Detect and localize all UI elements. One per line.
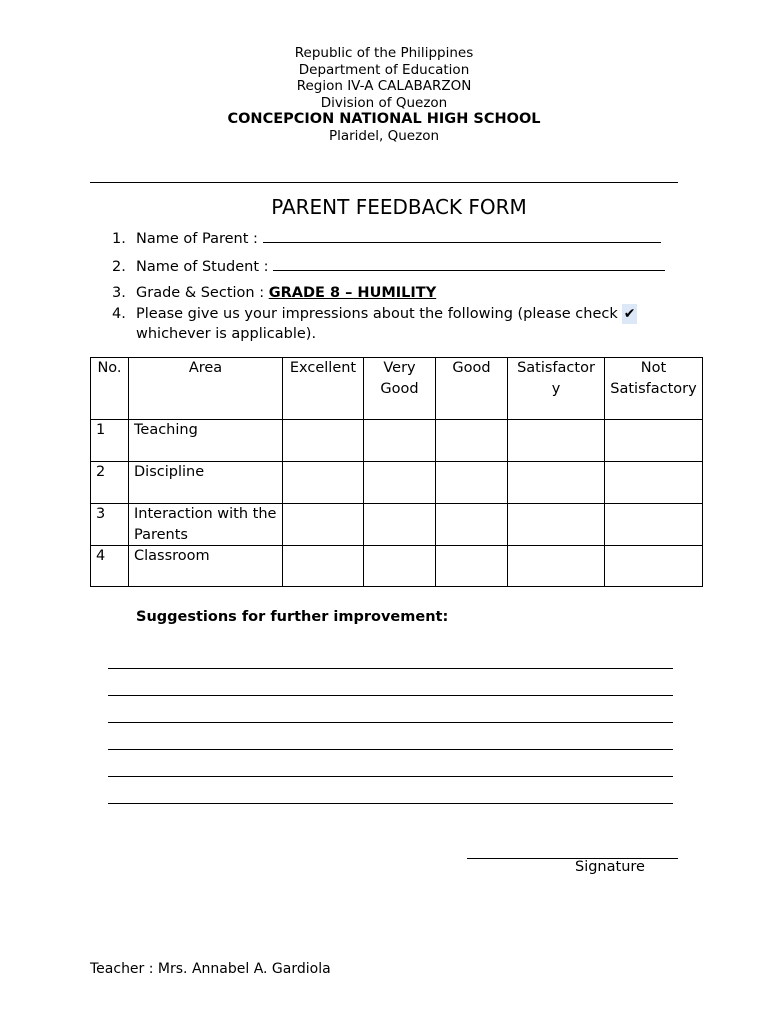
table-header-row [91, 358, 703, 420]
grade-section-label: Grade & Section : [136, 285, 265, 301]
rating-cell[interactable] [605, 546, 703, 587]
rating-cell[interactable] [508, 504, 605, 546]
rating-cell[interactable] [605, 420, 703, 462]
suggestion-line[interactable] [108, 803, 673, 804]
impressions-instruction-cont: whichever is applicable). [136, 326, 317, 342]
row-area: Interaction with the Parents [129, 504, 283, 546]
rating-cell[interactable] [283, 420, 364, 462]
rating-cell[interactable] [508, 546, 605, 587]
header-line: Division of Quezon [320, 94, 448, 111]
rating-cell[interactable] [364, 546, 436, 587]
header-line: Region IV-A CALABARZON [296, 78, 472, 94]
rating-cell[interactable] [283, 546, 364, 587]
rating-cell[interactable] [364, 504, 436, 546]
row-number: 1 [91, 420, 129, 462]
table-row [91, 462, 703, 504]
school-name: CONCEPCION NATIONAL HIGH SCHOOL [227, 111, 541, 127]
column-header-no: No. [91, 358, 129, 420]
item-impressions [112, 304, 637, 344]
rating-cell[interactable] [436, 462, 508, 504]
column-header-not-satisfactory: Not Satisfactory [605, 358, 703, 420]
signature-line[interactable] [467, 858, 678, 859]
student-name-label: Name of Student : [136, 259, 269, 275]
rating-cell[interactable] [436, 504, 508, 546]
suggestion-line[interactable] [108, 668, 673, 669]
item-parent-name [112, 228, 661, 249]
parent-name-label: Name of Parent : [136, 231, 258, 247]
item-number: 4. [112, 306, 126, 322]
rating-cell[interactable] [605, 462, 703, 504]
row-number: 2 [91, 462, 129, 504]
parent-name-field[interactable] [263, 228, 661, 243]
item-number: 3. [112, 285, 126, 301]
impressions-instruction: Please give us your impressions about the following (please check [136, 306, 618, 322]
header-line: Department of Education [298, 61, 470, 78]
checkmark-icon: ✔ [623, 306, 636, 322]
column-header-area: Area [129, 358, 283, 420]
table-row [91, 546, 703, 587]
row-area: Teaching [129, 420, 283, 462]
row-area: Classroom [129, 546, 283, 587]
school-location: Plaridel, Quezon [328, 128, 440, 144]
form-title: PARENT FEEDBACK FORM [271, 195, 527, 219]
rating-cell[interactable] [508, 462, 605, 504]
item-grade-section [112, 283, 436, 303]
rating-cell[interactable] [436, 420, 508, 462]
header-divider [90, 182, 678, 183]
column-header-satisfactory: Satisfactory [508, 358, 605, 420]
item-number: 2. [112, 259, 126, 275]
table-row [91, 504, 703, 546]
column-header-very-good: Very Good [364, 358, 436, 420]
header-line: Republic of the Philippines [294, 45, 474, 61]
document-header [0, 45, 768, 145]
rating-cell[interactable] [508, 420, 605, 462]
suggestions-label: Suggestions for further improvement: [136, 609, 449, 625]
student-name-field[interactable] [273, 256, 665, 271]
item-student-name [112, 256, 665, 277]
column-header-good: Good [436, 358, 508, 420]
grade-section-value: GRADE 8 – HUMILITY [268, 285, 437, 301]
signature-label: Signature [575, 859, 645, 875]
row-number: 3 [91, 504, 129, 546]
suggestion-line[interactable] [108, 749, 673, 750]
table-row [91, 420, 703, 462]
rating-cell[interactable] [283, 462, 364, 504]
rating-cell[interactable] [436, 546, 508, 587]
rating-cell[interactable] [605, 504, 703, 546]
row-number: 4 [91, 546, 129, 587]
rating-cell[interactable] [364, 462, 436, 504]
column-header-excellent: Excellent [283, 358, 364, 420]
suggestion-line[interactable] [108, 776, 673, 777]
item-number: 1. [112, 231, 126, 247]
row-area: Discipline [129, 462, 283, 504]
rating-cell[interactable] [283, 504, 364, 546]
teacher-name: Teacher : Mrs. Annabel A. Gardiola [90, 961, 331, 977]
suggestion-line[interactable] [108, 722, 673, 723]
suggestion-line[interactable] [108, 695, 673, 696]
rating-cell[interactable] [364, 420, 436, 462]
ratings-table [90, 357, 703, 587]
